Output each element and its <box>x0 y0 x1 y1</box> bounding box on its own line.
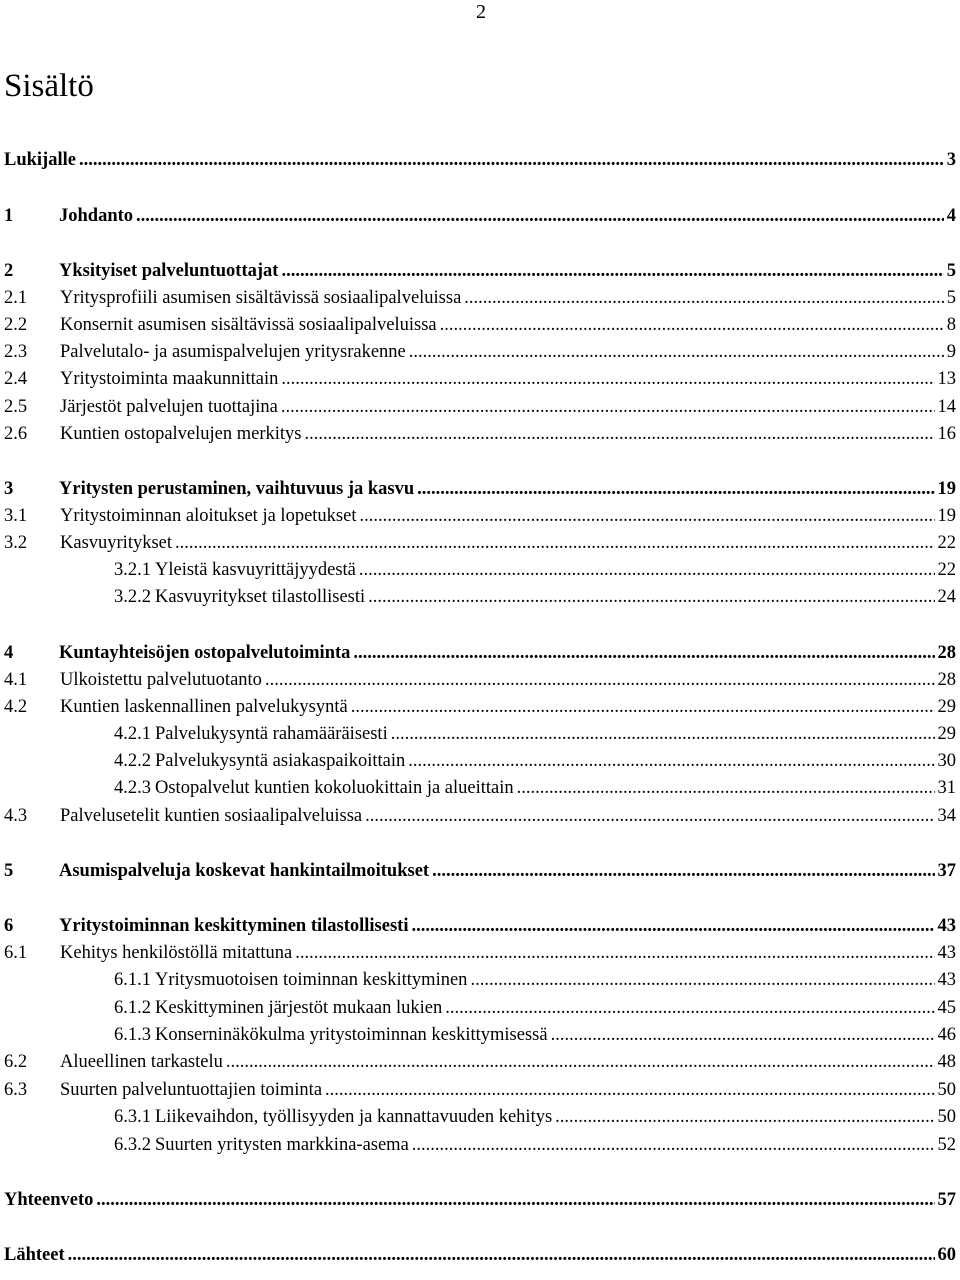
toc-entry[interactable] <box>4 421 956 448</box>
toc-entry-number: 3.2.2 <box>114 587 151 607</box>
toc-entry-title: Konserninäkökulma yritystoiminnan keskittymisessä <box>155 1025 548 1045</box>
toc-entry-page: 19 <box>937 506 956 526</box>
toc-entry-number: 2.4 <box>4 369 28 389</box>
dot-leader <box>440 312 944 339</box>
toc-entry[interactable] <box>4 640 956 667</box>
toc-entry-title: Liikevaihdon, työllisyyden ja kannattavuuden kehitys <box>155 1107 553 1127</box>
toc-entry-page: 28 <box>937 670 956 690</box>
toc-entry[interactable] <box>114 1022 956 1049</box>
toc-entry-title: Suurten yritysten markkina-asema <box>155 1135 409 1155</box>
dot-leader <box>409 339 944 366</box>
dot-leader <box>305 421 935 448</box>
toc-entry-number: 1 <box>4 206 14 226</box>
dot-leader <box>265 667 935 694</box>
dot-leader <box>391 721 935 748</box>
dot-leader <box>555 1104 934 1131</box>
dot-leader <box>464 285 943 312</box>
toc-entry-page: 22 <box>937 560 956 580</box>
toc-entry[interactable] <box>114 775 956 802</box>
dot-leader <box>517 775 935 802</box>
toc-entry-number: 5 <box>4 861 14 881</box>
dot-leader <box>96 1187 934 1214</box>
toc-entry[interactable] <box>114 1132 956 1159</box>
toc-entry[interactable] <box>114 584 956 611</box>
dot-leader <box>368 584 934 611</box>
toc-entry-page: 29 <box>937 697 956 717</box>
toc-entry-number: 6.1 <box>4 943 28 963</box>
toc-entry-number: 6 <box>4 916 14 936</box>
toc-entry-title: Palvelukysyntä rahamääräisesti <box>155 724 388 744</box>
toc-entry-number: 4.2.2 <box>114 751 151 771</box>
toc-entry-title: Yritysprofiili asumisen sisältävissä sosiaalipalveluissa <box>60 288 462 308</box>
toc-entry-page: 4 <box>946 206 956 226</box>
toc-entry-page: 37 <box>937 861 956 881</box>
toc-entry-number: 6.2 <box>4 1052 28 1072</box>
toc-entry-title: Palvelutalo- ja asumispalvelujen yritysrakenne <box>60 342 406 362</box>
toc-entry-title: Suurten palveluntuottajien toiminta <box>60 1080 323 1100</box>
dot-leader <box>353 640 934 667</box>
toc-entry-number: 6.1.2 <box>114 998 151 1018</box>
toc-entry[interactable] <box>4 339 956 366</box>
toc-entry-page: 24 <box>937 587 956 607</box>
toc-entry[interactable] <box>114 995 956 1022</box>
dot-leader <box>79 147 944 174</box>
toc-entry[interactable] <box>4 858 956 885</box>
toc-entry[interactable] <box>4 366 956 393</box>
toc-entry-page: 43 <box>937 943 956 963</box>
dot-leader <box>445 995 934 1022</box>
toc-entry-page: 22 <box>937 533 956 553</box>
toc-entry-title: Yritysmuotoisen toiminnan keskittyminen <box>155 970 468 990</box>
dot-leader <box>551 1022 935 1049</box>
dot-leader <box>226 1049 935 1076</box>
dot-leader <box>68 1242 935 1269</box>
dot-leader <box>136 203 944 230</box>
page-title: Sisältö <box>4 68 94 104</box>
toc-entry-title: Yritystoiminnan keskittyminen tilastollisesti <box>59 916 409 936</box>
toc-entry-title: Kasvuyritykset tilastollisesti <box>155 587 366 607</box>
toc-entry-page: 8 <box>946 315 956 335</box>
toc-entry[interactable] <box>114 1104 956 1131</box>
toc-entry-number: 4 <box>4 643 14 663</box>
toc-entry-title: Alueellinen tarkastelu <box>60 1052 223 1072</box>
toc-entry-title: Konsernit asumisen sisältävissä sosiaalipalveluissa <box>60 315 437 335</box>
toc-entry-page: 60 <box>937 1245 956 1265</box>
toc-entry-title: Kuntayhteisöjen ostopalvelutoiminta <box>59 643 351 663</box>
toc-entry-title: Yhteenveto <box>4 1190 94 1210</box>
dot-leader <box>432 858 934 885</box>
toc-entry-title: Keskittyminen järjestöt mukaan lukien <box>155 998 443 1018</box>
toc-entry-number: 6.1.1 <box>114 970 151 990</box>
toc-entry[interactable] <box>4 1187 956 1214</box>
dot-leader <box>351 694 935 721</box>
toc-entry[interactable] <box>4 940 956 967</box>
toc-entry-page: 5 <box>946 288 956 308</box>
toc-entry-number: 4.2.3 <box>114 778 151 798</box>
toc-entry-title: Lukijalle <box>4 150 76 170</box>
toc-entry-number: 6.3.2 <box>114 1135 151 1155</box>
toc-entry-title: Yleistä kasvuyrittäjyydestä <box>155 560 356 580</box>
toc-entry-page: 3 <box>946 150 956 170</box>
toc-entry-number: 4.2 <box>4 697 28 717</box>
toc-entry-page: 57 <box>937 1190 956 1210</box>
toc-entry-title: Asumispalveluja koskevat hankintailmoitukset <box>59 861 430 881</box>
toc-entry[interactable] <box>4 694 956 721</box>
dot-leader <box>281 366 934 393</box>
toc-entry-page: 50 <box>937 1107 956 1127</box>
toc-entry-title: Johdanto <box>59 206 134 226</box>
toc-entry-number: 2.5 <box>4 397 28 417</box>
toc-entry[interactable] <box>114 748 956 775</box>
toc-entry[interactable] <box>114 967 956 994</box>
toc-entry-page: 31 <box>937 778 956 798</box>
toc-entry-title: Kasvuyritykset <box>60 533 173 553</box>
dot-leader <box>359 503 934 530</box>
toc-entry-page: 45 <box>937 998 956 1018</box>
toc-entry-title: Lähteet <box>4 1245 65 1265</box>
toc-entry-number: 3.1 <box>4 506 28 526</box>
toc-entry[interactable] <box>4 285 956 312</box>
toc-entry-page: 9 <box>946 342 956 362</box>
dot-leader <box>175 530 934 557</box>
toc-entry-title: Ulkoistettu palvelutuotanto <box>60 670 262 690</box>
dot-leader <box>417 476 934 503</box>
toc-entry[interactable] <box>4 503 956 530</box>
toc-entry-page: 34 <box>937 806 956 826</box>
toc-entry-number: 6.3.1 <box>114 1107 151 1127</box>
dot-leader <box>365 803 934 830</box>
toc-entry-title: Kehitys henkilöstöllä mitattuna <box>60 943 293 963</box>
dot-leader <box>359 557 935 584</box>
page-number: 2 <box>476 1 486 23</box>
dot-leader <box>295 940 934 967</box>
dot-leader <box>470 967 934 994</box>
toc-entry[interactable] <box>4 803 956 830</box>
toc-entry-page: 43 <box>937 916 956 936</box>
toc-entry-title: Kuntien ostopalvelujen merkitys <box>60 424 302 444</box>
toc-entry-title: Yritystoiminta maakunnittain <box>60 369 279 389</box>
toc-entry-title: Yritystoiminnan aloitukset ja lopetukset <box>60 506 357 526</box>
toc-entry[interactable] <box>4 312 956 339</box>
toc-entry-page: 29 <box>937 724 956 744</box>
dot-leader <box>325 1077 934 1104</box>
toc-entry-title: Palvelukysyntä asiakaspaikoittain <box>155 751 406 771</box>
toc-entry-number: 4.2.1 <box>114 724 151 744</box>
toc-entry[interactable] <box>4 913 956 940</box>
toc-entry-title: Järjestöt palvelujen tuottajina <box>60 397 278 417</box>
toc-entry-page: 16 <box>937 424 956 444</box>
toc-entry-page: 46 <box>937 1025 956 1045</box>
toc-entry-title: Kuntien laskennallinen palvelukysyntä <box>60 697 348 717</box>
dot-leader <box>411 913 934 940</box>
toc-entry-page: 28 <box>937 643 956 663</box>
toc-entry-number: 4.3 <box>4 806 28 826</box>
toc-entry-page: 48 <box>937 1052 956 1072</box>
toc-entry-page: 14 <box>937 397 956 417</box>
toc-entry-number: 3.2.1 <box>114 560 151 580</box>
toc-entry-number: 2.6 <box>4 424 28 444</box>
toc-entry-title: Ostopalvelut kuntien kokoluokittain ja alueittain <box>155 778 514 798</box>
toc-entry[interactable] <box>4 1242 956 1269</box>
toc-entry[interactable] <box>4 147 956 174</box>
toc-entry[interactable] <box>114 721 956 748</box>
toc-entry-page: 5 <box>946 261 956 281</box>
toc-entry-page: 13 <box>937 369 956 389</box>
toc-entry-number: 3.2 <box>4 533 28 553</box>
toc-entry-number: 2 <box>4 261 14 281</box>
dot-leader <box>412 1132 935 1159</box>
dot-leader <box>281 258 943 285</box>
toc-entry[interactable] <box>4 667 956 694</box>
toc-entry-page: 30 <box>937 751 956 771</box>
toc-entry-number: 4.1 <box>4 670 28 690</box>
toc-entry-number: 2.3 <box>4 342 28 362</box>
toc-entry-number: 2.2 <box>4 315 28 335</box>
toc-entry-number: 6.3 <box>4 1080 28 1100</box>
toc-entry-page: 52 <box>937 1135 956 1155</box>
dot-leader <box>408 748 934 775</box>
toc-entry-number: 3 <box>4 479 14 499</box>
toc-entry[interactable] <box>4 1049 956 1076</box>
toc-entry[interactable] <box>4 476 956 503</box>
toc-entry-page: 50 <box>937 1080 956 1100</box>
toc-entry-page: 19 <box>937 479 956 499</box>
toc-entry-title: Palvelusetelit kuntien sosiaalipalveluissa <box>60 806 363 826</box>
dot-leader <box>281 394 935 421</box>
toc-entry-title: Yksityiset palveluntuottajat <box>59 261 279 281</box>
toc-entry[interactable] <box>4 258 956 285</box>
toc-entry-page: 43 <box>937 970 956 990</box>
toc-entry-number: 2.1 <box>4 288 28 308</box>
toc-entry[interactable] <box>4 394 956 421</box>
toc-entry[interactable] <box>4 203 956 230</box>
toc-entry[interactable] <box>4 530 956 557</box>
toc-entry[interactable] <box>4 1077 956 1104</box>
toc-entry[interactable] <box>114 557 956 584</box>
toc-entry-title: Yritysten perustaminen, vaihtuvuus ja kasvu <box>59 479 415 499</box>
toc-entry-number: 6.1.3 <box>114 1025 151 1045</box>
